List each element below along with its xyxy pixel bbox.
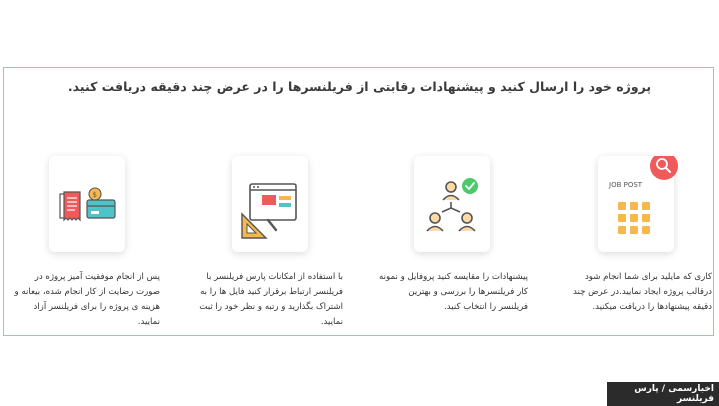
step-text-compare: پیشنهادات را مقایسه کنید پروفایل و نمونه کار فریلنسرها را بررسی و بهترین فریلنسر را انتخاب کنید. — [379, 272, 528, 312]
source-credit: اخبارسمی / پارس فریلنسر — [607, 382, 719, 406]
design-tools-icon — [232, 156, 308, 252]
job-post-calendar-icon — [598, 156, 688, 256]
step-text-job-post: کاری که مایلید برای شما انجام شود درقالب پروژه ایجاد نمایید.در عرض چند دقیقه پیشنهادها را دریافت میکنید. — [573, 272, 712, 312]
step-card-collaborate — [232, 156, 308, 252]
team-network-icon — [414, 156, 490, 252]
step-text-payment: پس از انجام موفقیت آمیز پروژه در صورت رضایت از کار انجام شده، بیعانه و هزینه ی پروژه را برای فریلنسر آزاد نمایید. — [14, 272, 160, 327]
job-post-label: JOB POST — [609, 181, 643, 189]
step-card-payment — [49, 156, 125, 252]
payment-receipt-icon — [49, 156, 125, 252]
step-card-compare — [414, 156, 490, 252]
headline: پروژه خود را ارسال کنید و پیشنهادات رقابتی از فریلنسرها را در عرض چند دقیقه دریافت کنید. — [67, 79, 652, 94]
step-text-collaborate: با استفاده از امکانات پارس فریلنسر با فریلنسر ارتباط برقرار کنید فایل ها را به اشتراک بگذارید و رتبه و نظر خود را ثبت نمایید. — [199, 272, 343, 327]
svg-text:$: $ — [92, 191, 97, 199]
step-card-job-post — [598, 156, 674, 252]
